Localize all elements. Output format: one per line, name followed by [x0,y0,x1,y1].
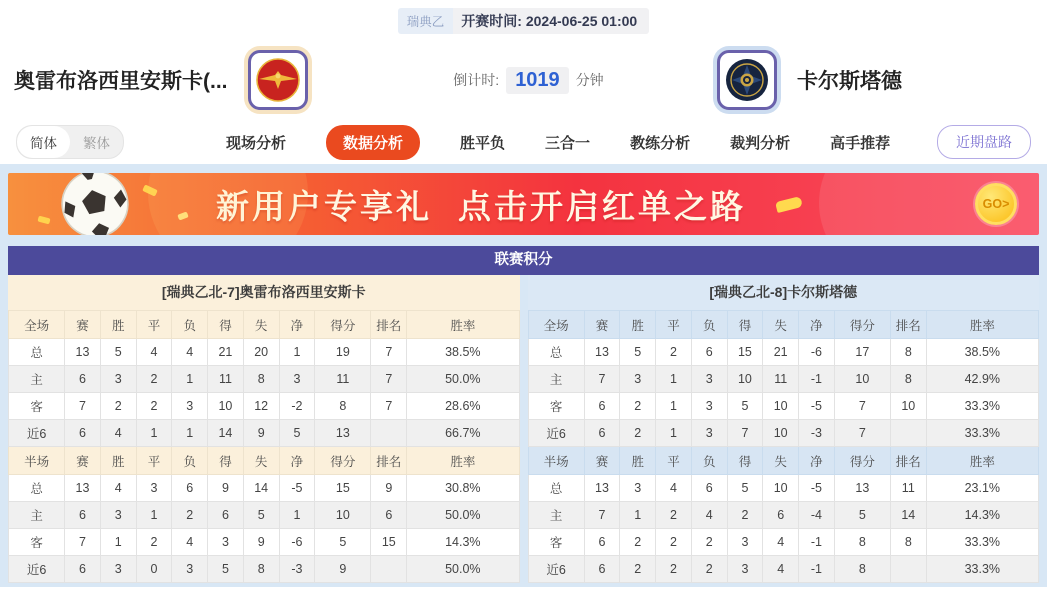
column-header: 半场 [528,447,584,475]
stat-cell: 14.3% [407,529,519,556]
column-header: 胜率 [926,447,1038,475]
column-header: 胜 [620,447,656,475]
stat-cell: 33.3% [926,556,1038,583]
stat-cell: 5 [727,475,763,502]
stat-cell: 6 [763,502,799,529]
column-header: 排名 [890,311,926,339]
stat-cell: 7 [834,420,890,447]
league-badge[interactable]: 瑞典乙 [398,8,454,34]
stat-cell: 10 [890,393,926,420]
stat-cell: 10 [763,393,799,420]
column-header: 胜 [620,311,656,339]
stat-cell: 1 [279,339,315,366]
away-full-row-recent [528,420,1039,447]
away-team-group [713,46,1033,114]
stat-cell: 7 [584,366,620,393]
confetti-icon [37,216,50,225]
row-label: 总 [9,339,65,366]
stat-cell: 10 [727,366,763,393]
stat-cell [371,556,407,583]
stat-cell: 1 [100,529,136,556]
language-toggle [16,125,124,159]
stat-cell: -5 [799,393,835,420]
row-label: 主 [528,502,584,529]
nav-tabs [226,125,890,160]
stat-cell: 3 [727,529,763,556]
home-full-row-total [9,339,520,366]
column-header: 失 [243,447,279,475]
go-button[interactable]: GO> [975,183,1017,225]
column-header: 得分 [834,311,890,339]
stat-cell: 2 [620,556,656,583]
stat-cell: 13 [834,475,890,502]
stat-cell: 5 [727,393,763,420]
home-full-row-away [9,393,520,420]
stat-cell: 2 [136,529,172,556]
match-header [0,0,1047,126]
tab-data-analysis[interactable]: 数据分析 [326,125,420,160]
row-label: 近6 [528,556,584,583]
promo-banner[interactable] [8,173,1039,235]
swoosh-icon [775,196,803,213]
stat-cell: 3 [279,366,315,393]
stat-cell: 7 [727,420,763,447]
home-full-row-recent [9,420,520,447]
column-header: 负 [691,447,727,475]
stat-cell: 21 [763,339,799,366]
column-header: 平 [136,311,172,339]
stat-cell: 33.3% [926,529,1038,556]
stat-cell: 1 [136,420,172,447]
stat-cell: 6 [172,475,208,502]
stat-cell: 4 [763,556,799,583]
stat-cell: 17 [834,339,890,366]
column-header: 全场 [528,311,584,339]
stat-cell: 4 [172,339,208,366]
stat-cell: 3 [100,366,136,393]
stat-cell: -2 [279,393,315,420]
countdown [344,67,713,94]
column-header: 得分 [315,447,371,475]
kickoff-time: 开赛时间: 2024-06-25 01:00 [453,8,649,34]
column-header: 排名 [371,311,407,339]
teams-row [0,34,1047,126]
stat-cell [890,556,926,583]
stat-cell: 8 [834,529,890,556]
stat-cell: 1 [656,393,692,420]
countdown-label: 倒计时: [453,72,500,88]
column-header: 胜 [100,311,136,339]
confetti-icon [177,211,188,220]
row-label: 总 [528,339,584,366]
stat-cell: 2 [656,502,692,529]
away-full-row-away [528,393,1039,420]
stat-cell: 7 [834,393,890,420]
stat-cell: 3 [208,529,244,556]
stat-cell: 4 [691,502,727,529]
tab-coach-analysis[interactable]: 教练分析 [630,134,691,152]
row-label: 近6 [9,420,65,447]
match-meta-row [0,8,1047,34]
stat-cell: -6 [799,339,835,366]
row-label: 客 [528,529,584,556]
stat-cell: 2 [172,502,208,529]
stat-cell: 6 [65,556,101,583]
stat-cell: 2 [691,529,727,556]
stat-cell: 6 [691,475,727,502]
column-header: 胜率 [407,311,519,339]
row-label: 客 [9,393,65,420]
away-half-row-total [528,475,1039,502]
stat-cell: 1 [656,366,692,393]
stat-cell: 15 [371,529,407,556]
stat-cell: 10 [763,420,799,447]
soccer-ball-icon [53,173,136,235]
stat-cell: 1 [172,420,208,447]
home-team-logo [244,46,312,114]
home-half-row-away [9,529,520,556]
stat-cell: 2 [727,502,763,529]
league-points-table [8,246,1039,583]
column-header: 胜率 [407,447,519,475]
stat-cell: 2 [656,556,692,583]
home-half-row-total [9,475,520,502]
stat-cell: -4 [799,502,835,529]
stat-cell: 23.1% [926,475,1038,502]
away-team-logo-icon [717,50,777,110]
stat-cell: 3 [100,556,136,583]
stat-cell: -1 [799,556,835,583]
away-team-logo [713,46,781,114]
stat-cell: 0 [136,556,172,583]
stat-cell: 2 [620,529,656,556]
stat-cell: 2 [656,529,692,556]
away-section-header: [瑞典乙北-8]卡尔斯塔德 [528,275,1040,310]
home-half-row-recent [9,556,520,583]
row-label: 主 [9,366,65,393]
stat-cell: 13 [315,420,371,447]
stat-cell: 10 [208,393,244,420]
row-label: 主 [528,366,584,393]
table-halves [8,275,1039,583]
stat-cell: 21 [208,339,244,366]
away-full-header-row [528,311,1039,339]
recent-trends-button[interactable]: 近期盘路 [937,125,1031,159]
stat-cell: -5 [799,475,835,502]
stat-cell: 19 [315,339,371,366]
stat-cell: 5 [208,556,244,583]
stat-cell: 9 [208,475,244,502]
home-section-header: [瑞典乙北-7]奥雷布洛西里安斯卡 [8,275,520,310]
stat-cell: 13 [65,475,101,502]
stat-cell: 30.8% [407,475,519,502]
column-header: 胜率 [926,311,1038,339]
stat-cell: 6 [584,529,620,556]
stat-cell: 11 [315,366,371,393]
stat-cell: -3 [279,556,315,583]
stat-cell: -5 [279,475,315,502]
home-team-stats [8,275,520,583]
stat-cell: 8 [890,339,926,366]
stat-cell: 6 [584,556,620,583]
stat-cell: 11 [208,366,244,393]
away-team-name: 卡尔斯塔德 [797,70,902,93]
stat-cell: 42.9% [926,366,1038,393]
stat-cell: 38.5% [926,339,1038,366]
away-stats-table [528,310,1040,583]
stat-cell: 5 [315,529,371,556]
stat-cell: 2 [656,339,692,366]
stat-cell: 6 [65,420,101,447]
stat-cell: 3 [620,475,656,502]
stat-cell: 3 [620,366,656,393]
stat-cell [890,420,926,447]
stat-cell: 2 [136,366,172,393]
stat-cell: 12 [243,393,279,420]
stat-cell: 6 [208,502,244,529]
stat-cell: 1 [279,502,315,529]
row-label: 近6 [528,420,584,447]
stat-cell: 6 [584,393,620,420]
stat-cell: 3 [172,393,208,420]
column-header: 负 [172,311,208,339]
stat-cell: 3 [100,502,136,529]
home-stats-table [8,310,520,583]
stat-cell: 7 [65,393,101,420]
stat-cell: 10 [834,366,890,393]
stat-cell: 6 [65,366,101,393]
stat-cell: 2 [100,393,136,420]
column-header: 胜 [100,447,136,475]
away-half-row-away [528,529,1039,556]
stat-cell: 8 [890,366,926,393]
stat-cell: 20 [243,339,279,366]
column-header: 负 [691,311,727,339]
column-header: 排名 [371,447,407,475]
countdown-value: 1019 [506,67,569,94]
row-label: 客 [528,393,584,420]
stat-cell: 5 [243,502,279,529]
tab-win-draw-loss[interactable]: 胜平负 [460,134,506,152]
column-header: 净 [279,311,315,339]
row-label: 总 [528,475,584,502]
home-team-group [14,46,344,114]
column-header: 平 [136,447,172,475]
stat-cell: 28.6% [407,393,519,420]
tab-expert-picks[interactable]: 高手推荐 [830,134,891,152]
away-half-header-row [528,447,1039,475]
stat-cell: 7 [65,529,101,556]
nav-bar [0,126,1047,164]
stat-cell: 1 [136,502,172,529]
stat-cell: 8 [890,529,926,556]
tab-referee-analysis[interactable]: 裁判分析 [730,134,791,152]
stat-cell: 33.3% [926,393,1038,420]
stat-cell: 9 [371,475,407,502]
banner-text [216,181,802,228]
column-header: 净 [799,447,835,475]
stat-cell: 8 [315,393,371,420]
table-title: 联赛积分 [8,246,1039,275]
stat-cell: 15 [727,339,763,366]
countdown-unit: 分钟 [575,72,604,88]
stat-cell: 6 [691,339,727,366]
column-header: 得 [208,447,244,475]
home-team-logo-icon [248,50,308,110]
stat-cell: 3 [727,556,763,583]
stat-cell: 8 [243,366,279,393]
stat-cell: 2 [691,556,727,583]
stat-cell: 8 [243,556,279,583]
stat-cell: 66.7% [407,420,519,447]
stat-cell: 50.0% [407,556,519,583]
stat-cell: 9 [243,529,279,556]
stat-cell: 50.0% [407,366,519,393]
stat-cell: -3 [799,420,835,447]
stat-cell: 2 [620,393,656,420]
column-header: 得 [727,311,763,339]
stat-cell: 10 [315,502,371,529]
home-full-header-row [9,311,520,339]
stat-cell: 14.3% [926,502,1038,529]
stat-cell: 13 [65,339,101,366]
confetti-icon [142,184,158,196]
stat-cell: 38.5% [407,339,519,366]
stat-cell: 1 [620,502,656,529]
away-full-row-home [528,366,1039,393]
column-header: 得 [208,311,244,339]
home-half-header-row [9,447,520,475]
stat-cell: 3 [691,393,727,420]
stat-cell: 5 [100,339,136,366]
stat-cell: 4 [136,339,172,366]
lang-traditional-button[interactable]: 繁体 [83,136,110,151]
stat-cell: 4 [100,475,136,502]
stat-cell: 1 [656,420,692,447]
column-header: 得分 [315,311,371,339]
stat-cell: 2 [136,393,172,420]
column-header: 赛 [65,311,101,339]
away-full-row-total [528,339,1039,366]
home-team-name: 奥雷布洛西里安斯卡(... [14,70,228,93]
row-label: 近6 [9,556,65,583]
stat-cell: 6 [65,502,101,529]
stat-cell: -6 [279,529,315,556]
column-header: 全场 [9,311,65,339]
stat-cell: 1 [172,366,208,393]
stat-cell: 3 [691,420,727,447]
stat-cell: 14 [208,420,244,447]
home-full-row-home [9,366,520,393]
column-header: 得分 [834,447,890,475]
stat-cell: 7 [371,366,407,393]
stat-cell: 13 [584,475,620,502]
column-header: 失 [763,311,799,339]
tab-live-analysis[interactable]: 现场分析 [226,134,287,152]
stat-cell: 4 [763,529,799,556]
content-area [0,164,1047,587]
stat-cell: 4 [656,475,692,502]
column-header: 失 [763,447,799,475]
column-header: 赛 [584,447,620,475]
stat-cell: 50.0% [407,502,519,529]
column-header: 得 [727,447,763,475]
away-half-row-home [528,502,1039,529]
stat-cell: 5 [834,502,890,529]
stat-cell: -1 [799,529,835,556]
stat-cell: 7 [371,393,407,420]
away-half-row-recent [528,556,1039,583]
column-header: 半场 [9,447,65,475]
stat-cell: 11 [890,475,926,502]
stat-cell: 7 [371,339,407,366]
home-half-row-home [9,502,520,529]
column-header: 净 [279,447,315,475]
column-header: 负 [172,447,208,475]
banner-text-2: 点击开启红单之路 [458,187,746,225]
stat-cell: 3 [136,475,172,502]
stat-cell: 2 [620,420,656,447]
column-header: 赛 [65,447,101,475]
row-label: 总 [9,475,65,502]
stat-cell: 14 [243,475,279,502]
stat-cell: 6 [371,502,407,529]
column-header: 赛 [584,311,620,339]
stat-cell: 7 [584,502,620,529]
stat-cell: 5 [279,420,315,447]
stat-cell: 5 [620,339,656,366]
stat-cell: 13 [584,339,620,366]
stat-cell: 4 [100,420,136,447]
tab-three-in-one[interactable]: 三合一 [545,134,591,152]
row-label: 主 [9,502,65,529]
stat-cell: 8 [834,556,890,583]
stat-cell: 4 [172,529,208,556]
column-header: 平 [656,447,692,475]
stat-cell: 15 [315,475,371,502]
stat-cell: 3 [691,366,727,393]
stat-cell: 33.3% [926,420,1038,447]
stat-cell: -1 [799,366,835,393]
stat-cell: 3 [172,556,208,583]
column-header: 失 [243,311,279,339]
column-header: 平 [656,311,692,339]
column-header: 净 [799,311,835,339]
stat-cell: 11 [763,366,799,393]
row-label: 客 [9,529,65,556]
stat-cell: 9 [243,420,279,447]
away-team-stats [528,275,1040,583]
stat-cell: 10 [763,475,799,502]
column-header: 排名 [890,447,926,475]
stat-cell [371,420,407,447]
stat-cell: 14 [890,502,926,529]
lang-simplified-button[interactable]: 简体 [17,126,70,158]
banner-text-1: 新用户专享礼 [216,187,432,225]
stat-cell: 6 [584,420,620,447]
stat-cell: 9 [315,556,371,583]
